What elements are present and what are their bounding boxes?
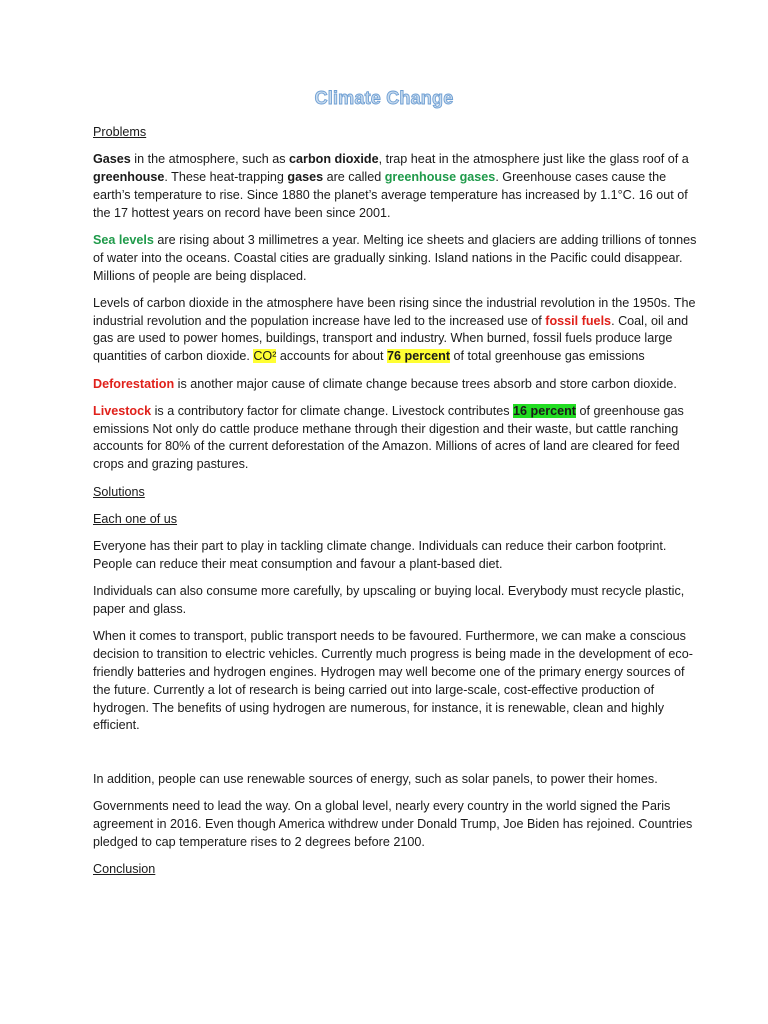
heading-problems: Problems (93, 125, 147, 139)
paragraph-individuals: Everyone has their part to play in tackling climate change. Individuals can reduce their carbon footprint. People can reduce their meat consumption and favour a plant-based diet. (93, 539, 667, 571)
paragraph-carbon-dioxide (93, 295, 702, 366)
text-run: are called (323, 170, 385, 185)
paragraph-renewables: In addition, people can use renewable sources of energy, such as solar panels, to power their homes. (93, 771, 658, 786)
text-red: Livestock (93, 403, 152, 418)
text-run: Levels of carbon dioxide in the atmosphere have been rising since the industrial revolution in the 1950s. The industrial revolution and the population increase have led to the increased use of (93, 295, 696, 328)
highlight-green: 16 percent (513, 403, 576, 418)
text-run: . These heat-trapping (164, 170, 288, 185)
highlight-yellow: 76 percent (387, 349, 451, 364)
text-run: in the atmosphere, such as (130, 152, 290, 167)
paragraph-transport: When it comes to transport, public transport needs to be favoured. Furthermore, we can make a conscious decision to transition to electric vehicles. Currently much progress is being made in the development of eco-friendly batteries and hydrogen engines. Hydrogen may well become one of the primary energy sources of the future. Currently a lot of research is being carried out into large-scale, cost-effective production of hydrogen. The benefits of using hydrogen are numerous, for instance, it is renewable, clean and highly efficient. (93, 629, 693, 733)
text-green: Sea levels (93, 232, 154, 247)
text-run: is a contributory factor for climate change. Livestock contributes (151, 403, 513, 418)
text-green: greenhouse gases (384, 170, 496, 185)
text-bold: Gases (93, 152, 131, 167)
text-bold: greenhouse (93, 170, 165, 185)
text-red: Deforestation (93, 376, 175, 391)
text-run: . Greenhouse cases cause the earth’s temperature to rise. Since 1880 the planet’s average temperature has increased by 1.1°C. 16 out of the 17 hottest years on record have been since 2001. (93, 170, 688, 220)
paragraph-livestock (93, 403, 702, 474)
document-body (93, 124, 702, 888)
heading-solutions: Solutions (93, 484, 145, 499)
text-run: of greenhouse gas emissions Not only do cattle produce methane through their digestion and their waste, but cattle ranching accounts for 80% of the current deforestation of the Amazon. Millions of acres of land are cleared for feed crops and grazing pastures. (93, 403, 684, 472)
text-red: fossil fuels (545, 313, 612, 328)
text-run: are rising about 3 millimetres a year. Melting ice sheets and glaciers are adding trillions of tonnes of water into the oceans. Coastal cities are gradually sinking. Island nations in the Pacific could disappear. Millions of people are being displaced. (93, 232, 697, 283)
text-bold: gases (287, 170, 324, 185)
paragraph-consume: Individuals can also consume more carefully, by upscaling or buying local. Everybody must recycle plastic, paper and glass. (93, 584, 685, 617)
paragraph-sea-levels (93, 232, 702, 285)
text-run: accounts for about (276, 349, 388, 364)
document-title: Climate Change (314, 88, 454, 108)
highlight-yellow: CO² (253, 349, 277, 364)
heading-each-one-of-us: Each one of us (93, 511, 178, 526)
heading-conclusion: Conclusion (93, 861, 156, 876)
text-run: . Coal, oil and gas are used to power homes, buildings, transport and industry. When burned, fossil fuels produce large quantities of carbon dioxide. (93, 313, 689, 364)
blank-gap (93, 745, 702, 771)
text-run: , trap heat in the atmosphere just like the glass roof of a (378, 152, 689, 167)
text-bold: carbon dioxide (289, 152, 379, 167)
paragraph-greenhouse (93, 151, 702, 222)
paragraph-deforestation (93, 376, 702, 394)
text-run: is another major cause of climate change because trees absorb and store carbon dioxide. (174, 376, 677, 391)
paragraph-governments: Governments need to lead the way. On a global level, nearly every country in the world signed the Paris agreement in 2016. Even though America withdrew under Donald Trump, Joe Biden has rejoined. Countries pledged to cap temperature rises to 2 degrees before 2100. (93, 798, 693, 849)
text-run: of total greenhouse gas emissions (450, 349, 645, 364)
